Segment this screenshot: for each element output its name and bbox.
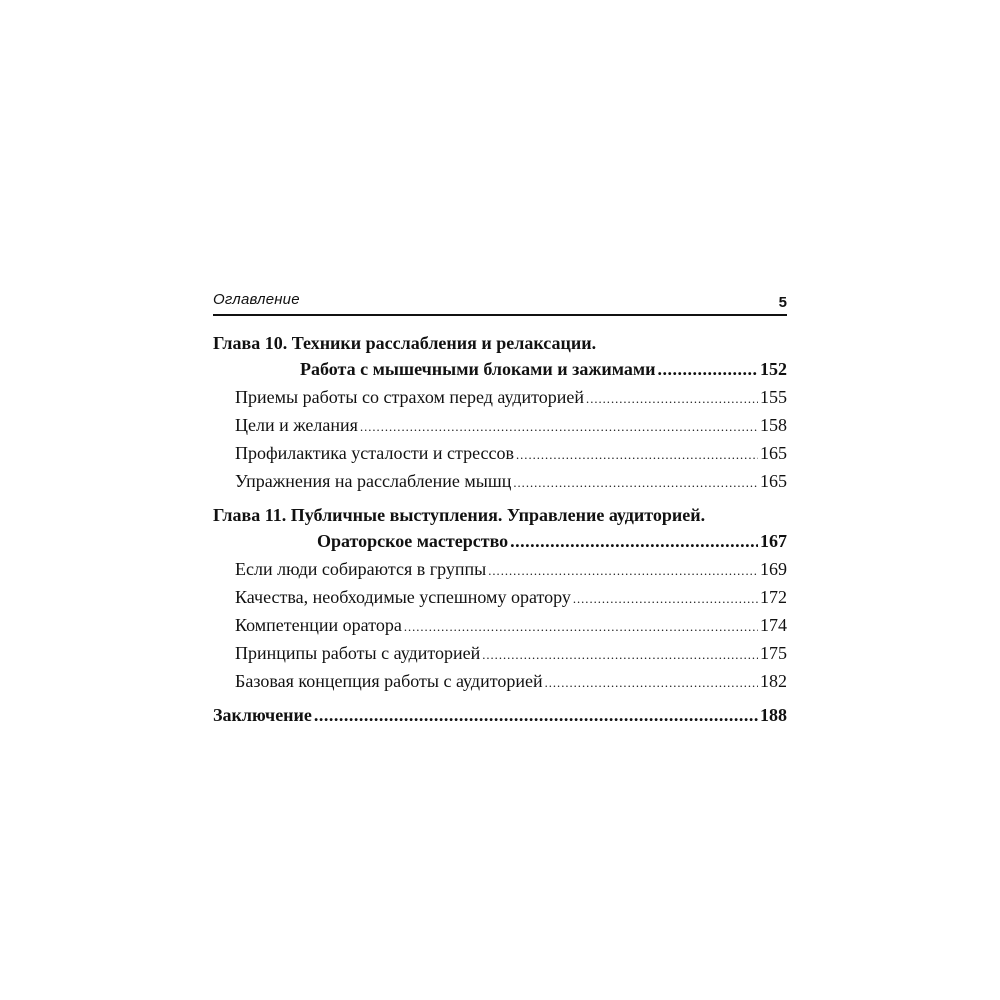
dot-leader xyxy=(513,470,758,496)
toc-entry[interactable] xyxy=(213,468,787,496)
entry-page-number: 158 xyxy=(760,415,787,435)
toc-entry[interactable] xyxy=(213,440,787,468)
running-title: Оглавление xyxy=(213,291,300,308)
entry-title: Компетенции оратора xyxy=(235,615,402,635)
entry-page-number: 169 xyxy=(760,559,787,579)
toc-entry[interactable] xyxy=(213,556,787,584)
toc-conclusion[interactable] xyxy=(213,702,787,728)
toc-entry[interactable] xyxy=(213,668,787,696)
toc-entry[interactable] xyxy=(213,384,787,412)
dot-leader xyxy=(482,642,758,668)
running-header xyxy=(213,290,787,316)
entry-title: Если люди собираются в группы xyxy=(235,559,487,579)
entry-page-number: 155 xyxy=(760,387,787,407)
dot-leader xyxy=(360,414,758,440)
chapter-10-entries xyxy=(213,384,787,496)
chapter-title-line: Глава 11. Публичные выступления. Управление аудиторией. xyxy=(213,505,706,525)
chapter-title-continuation xyxy=(213,356,787,382)
entry-page-number: 172 xyxy=(760,587,787,607)
dot-leader xyxy=(658,356,758,382)
toc-entry[interactable] xyxy=(213,612,787,640)
entry-title: Принципы работы с аудиторией xyxy=(235,643,481,663)
dot-leader xyxy=(573,586,758,612)
dot-leader xyxy=(545,670,758,696)
dot-leader xyxy=(586,386,758,412)
conclusion-page-number: 188 xyxy=(760,705,787,725)
entry-page-number: 182 xyxy=(760,671,787,691)
entry-title: Упражнения на расслабление мышц xyxy=(235,471,512,491)
toc-chapter-11[interactable] xyxy=(213,502,787,554)
entry-title: Базовая концепция работы с аудиторией xyxy=(235,671,543,691)
entry-title: Приемы работы со страхом перед аудиторией xyxy=(235,387,585,407)
dot-leader xyxy=(404,614,758,640)
dot-leader xyxy=(488,558,758,584)
toc-entry[interactable] xyxy=(213,584,787,612)
entry-title: Качества, необходимые успешному оратору xyxy=(235,587,571,607)
entry-page-number: 175 xyxy=(760,643,787,663)
entry-title: Профилактика усталости и стрессов xyxy=(235,443,514,463)
table-of-contents xyxy=(213,330,787,728)
chapter-subtitle: Ораторское мастерство xyxy=(317,531,509,551)
chapter-11-entries xyxy=(213,556,787,696)
toc-chapter-10[interactable] xyxy=(213,330,787,382)
toc-entry[interactable] xyxy=(213,412,787,440)
toc-entry[interactable] xyxy=(213,640,787,668)
book-page xyxy=(213,290,787,728)
dot-leader xyxy=(510,528,758,554)
entry-title: Цели и желания xyxy=(235,415,358,435)
chapter-subtitle: Работа с мышечными блоками и зажимами xyxy=(300,359,656,379)
page-number: 5 xyxy=(778,294,787,311)
chapter-page-number: 167 xyxy=(760,531,787,551)
chapter-title-continuation xyxy=(213,528,787,554)
dot-leader xyxy=(314,702,758,728)
entry-page-number: 165 xyxy=(760,471,787,491)
chapter-title-line: Глава 10. Техники расслабления и релаксации. xyxy=(213,333,597,353)
conclusion-title: Заключение xyxy=(213,705,312,725)
chapter-page-number: 152 xyxy=(760,359,787,379)
entry-page-number: 165 xyxy=(760,443,787,463)
entry-page-number: 174 xyxy=(760,615,787,635)
dot-leader xyxy=(516,442,758,468)
